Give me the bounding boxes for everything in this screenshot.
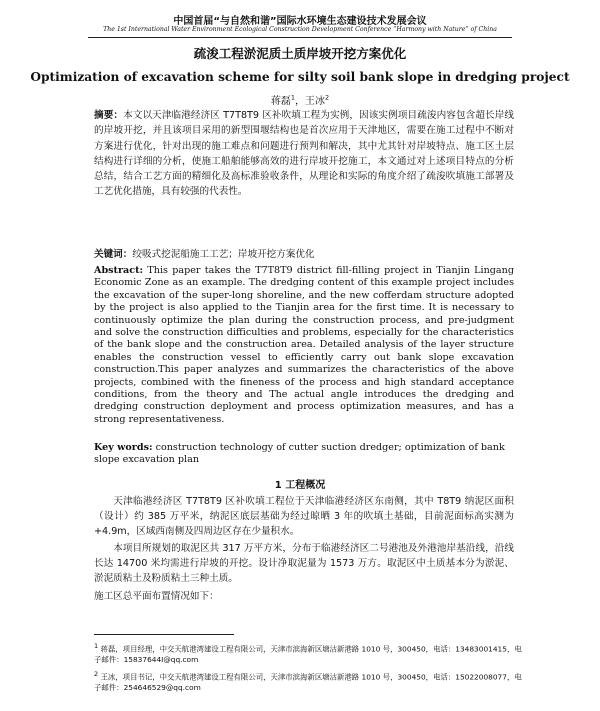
- author-2-mark: 2: [325, 93, 330, 102]
- footnote-1-text: 蒋磊，项目经理，中交天航港湾建设工程有限公司，天津市滨海新区塘沽新港路 1010 号，300450，电话：13483001415，电子邮件：15837644I@qq.com: [94, 644, 522, 665]
- keywords-cn: [94, 246, 514, 260]
- author-1: 蒋磊: [270, 96, 291, 107]
- abstract-en-label: Abstract:: [94, 265, 144, 276]
- body-paragraph-1: 天津临港经济区 T7T8T9 区补吹填工程位于天津临港经济区东南侧，其中 T8T9 纳泥区面积（设计）约 385 万平米，纳泥区底层基础为经过晾晒 3 年的吹填土基础，目前泥面标高实测为+4.9m，区域西南侧及四周边区存在少量积水。: [94, 496, 514, 538]
- footnote-1: [94, 641, 524, 665]
- body-paragraph-3: 施工区总平面布置情况如下：: [94, 591, 219, 602]
- footnote-divider: [94, 634, 234, 635]
- author-separator: ，: [295, 96, 305, 107]
- abstract-cn-text: 本文以天津临港经济区 T7T8T9 区补吹填工程为实例，因该实例项目疏浚内容包含超长岸线的岸坡开挖，并且该项目采用的新型围堰结构也是首次应用于天津地区，需要在施工过程中不断对方案进行优化，针对出现的施工难点和问题进行预判和解决，其中尤其针对岸坡特点、施工区土层结构进行详细的分析，使施工船舶能够高效的进行岸坡开挖施工，本文通过对上述项目特点的分析总结，结合工艺方面的精细化及高标准验收条件，从理论和实际的角度介绍了疏浚吹填施工部署及工艺优化措施，具有较强的代表性。: [94, 110, 514, 198]
- keywords-cn-label: 关键词：: [94, 249, 133, 260]
- section-heading: 1 工程概况: [274, 480, 326, 491]
- footnote-2: [94, 669, 524, 693]
- body-paragraph-2: 本项目所规划的取泥区共 317 万平方米，分布于临港经济区二号港池及外港池岸基沿线，沿线长达 14700 米均需进行岸坡的开挖。设计净取泥量为 1573 万方。取泥区中土质基本分为淤泥、淤泥质粘土及粉质粘土三种土质。: [94, 543, 514, 585]
- keywords-cn-text: 绞吸式挖泥船施工工艺；岸坡开挖方案优化: [132, 249, 315, 260]
- abstract-cn-label: 摘要：: [94, 110, 124, 121]
- keywords-en-label: Key words:: [94, 442, 153, 453]
- conference-title-en: The 1st International Water Environment Ecological Construction Development Conference “Harmony with Nature” of China: [103, 26, 497, 33]
- keywords-en: [94, 442, 514, 467]
- paper-title-cn: 疏浚工程淤泥质土质岸坡开挖方案优化: [193, 46, 407, 61]
- abstract-cn: [94, 108, 514, 200]
- author-1-mark: 1: [290, 93, 295, 102]
- footnote-1-mark: 1: [94, 642, 99, 650]
- footnote-2-mark: 2: [94, 670, 99, 678]
- conference-title-cn: 中国首届“与自然和谐”国际水环境生态建设技术发展会议: [173, 16, 427, 27]
- header-divider: [88, 37, 512, 38]
- footnote-2-text: 王冰，项目书记，中交天航港湾建设工程有限公司，天津市滨海新区塘沽新港路 1010 号，300450，电话：15022008077，电子邮件：254646529@qq.com: [94, 672, 522, 693]
- author-2: 王冰: [305, 96, 325, 107]
- paper-title-en: Optimization of excavation scheme for silty soil bank slope in dredging project: [30, 70, 570, 84]
- abstract-en: [94, 265, 514, 426]
- abstract-en-text: This paper takes the T7T8T9 district fill-filling project in Tianjin Lingang Economic Zone as an example. The dredging content of this example project includes the excavation of the super-long shoreline, and the new cofferdam structure adopted by the project is also applied to the Tianjin area for the first time. It is necessary to continuously optimize the plan during the construction process, and pre-judgment and solve the construction difficulties and problems, especially for the characteristics of the bank slope and the construction area. Detailed analysis of the layer structure enables the construction vessel to efficiently carry out bank slope excavation construction.This paper analyzes and summarizes the characteristics of the above projects, combined with the fineness of the process and high standard acceptance conditions, from the theory and The actual angle introduces the dredging and dredging construction deployment and process optimization measures, and has a strong representativeness.: [94, 265, 514, 425]
- author-line: [0, 92, 600, 107]
- keywords-en-text: construction technology of cutter suction dredger; optimization of bank slope excavation plan: [94, 442, 505, 466]
